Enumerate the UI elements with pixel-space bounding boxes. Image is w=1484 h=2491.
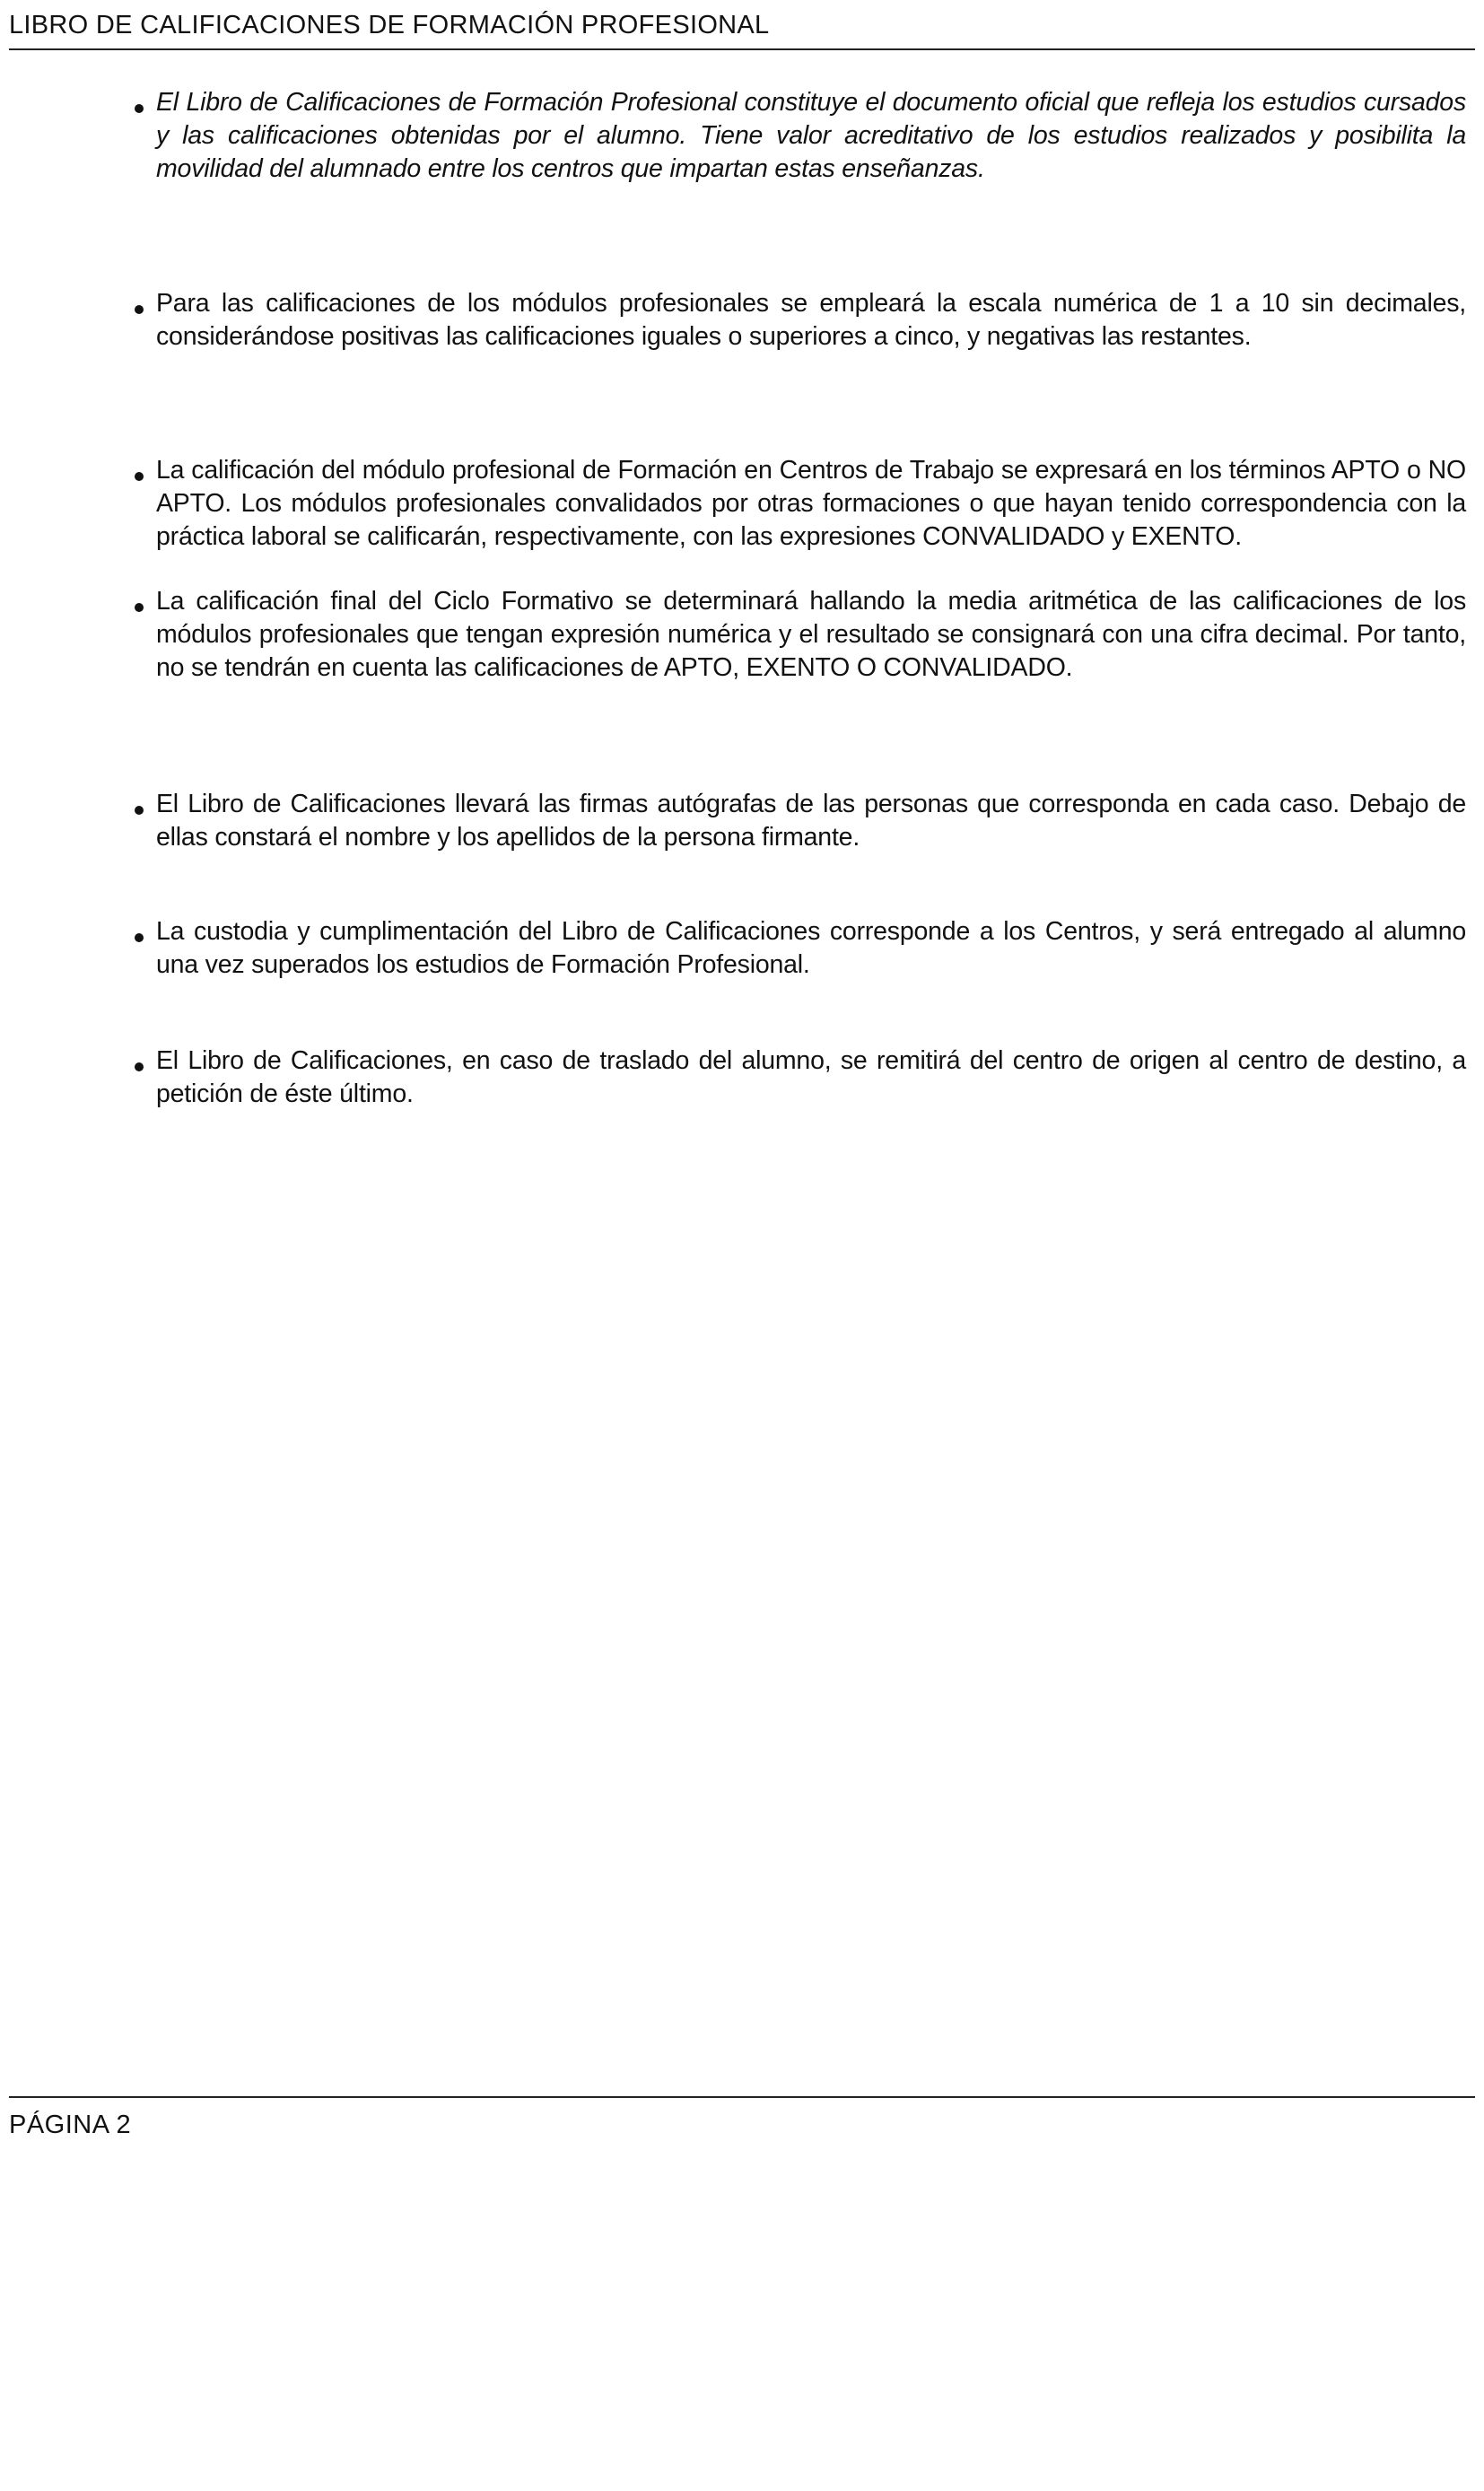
bullet-icon <box>135 305 144 314</box>
list-item <box>135 915 1466 982</box>
list-item <box>135 585 1466 685</box>
bullet-icon <box>135 603 144 612</box>
page-title: LIBRO DE CALIFICACIONES DE FORMACIÓN PROFESIONAL <box>9 11 770 39</box>
list-item-text: La calificación final del Ciclo Formativo se determinará hallando la media aritmética de las calificaciones de los módulos profesionales que tengan expresión numérica y el resultado se consignará con una cifra decimal. Por tanto, no se tendrán en cuenta las calificaciones de APTO, EXENTO O CONVALIDADO. <box>156 587 1466 682</box>
list-item-text: El Libro de Calificaciones de Formación Profesional constituye el documento oficial que refleja los estudios cursados y las calificaciones obtenidas por el alumno. Tiene valor acreditativo de los estudios realizados y posibilita la movilidad del alumnado entre los centros que impartan estas enseñanzas. <box>156 88 1466 183</box>
list-item-text: Para las calificaciones de los módulos profesionales se empleará la escala numérica de 1 a 10 sin decimales, considerándose positivas las calificaciones iguales o superiores a cinco, y negativas las restantes. <box>156 289 1466 351</box>
list-item-text: La calificación del módulo profesional de Formación en Centros de Trabajo se expresará en los términos APTO o NO APTO. Los módulos profesionales convalidados por otras formaciones o que hayan tenido correspondencia con la práctica laboral se calificarán, respectivamente, con las expresiones CONVALIDADO y EXENTO. <box>156 456 1466 551</box>
list-item-text: La custodia y cumplimentación del Libro de Calificaciones corresponde a los Centros, y será entregado al alumno una vez superados los estudios de Formación Profesional. <box>156 917 1466 979</box>
footer-divider <box>9 2096 1475 2098</box>
bullet-icon <box>135 472 144 481</box>
page-header <box>9 7 1475 54</box>
header-divider <box>9 48 1475 50</box>
bullet-icon <box>135 1062 144 1071</box>
list-item-text: El Libro de Calificaciones, en caso de traslado del alumno, se remitirá del centro de origen al centro de destino, a petición de éste último. <box>156 1046 1466 1108</box>
list-item <box>135 287 1466 354</box>
list-item <box>135 788 1466 854</box>
list-item <box>135 1044 1466 1111</box>
bullet-icon <box>135 933 144 942</box>
page-footer <box>9 2096 1475 2150</box>
bullet-icon <box>135 104 144 113</box>
page-number: PÁGINA 2 <box>9 2111 132 2139</box>
bullet-icon <box>135 806 144 815</box>
list-item <box>135 454 1466 554</box>
list-item <box>135 86 1466 186</box>
list-item-text: El Libro de Calificaciones llevará las firmas autógrafas de las personas que corresponda en cada caso. Debajo de ellas constará el nombre y los apellidos de la persona firmante. <box>156 790 1466 852</box>
